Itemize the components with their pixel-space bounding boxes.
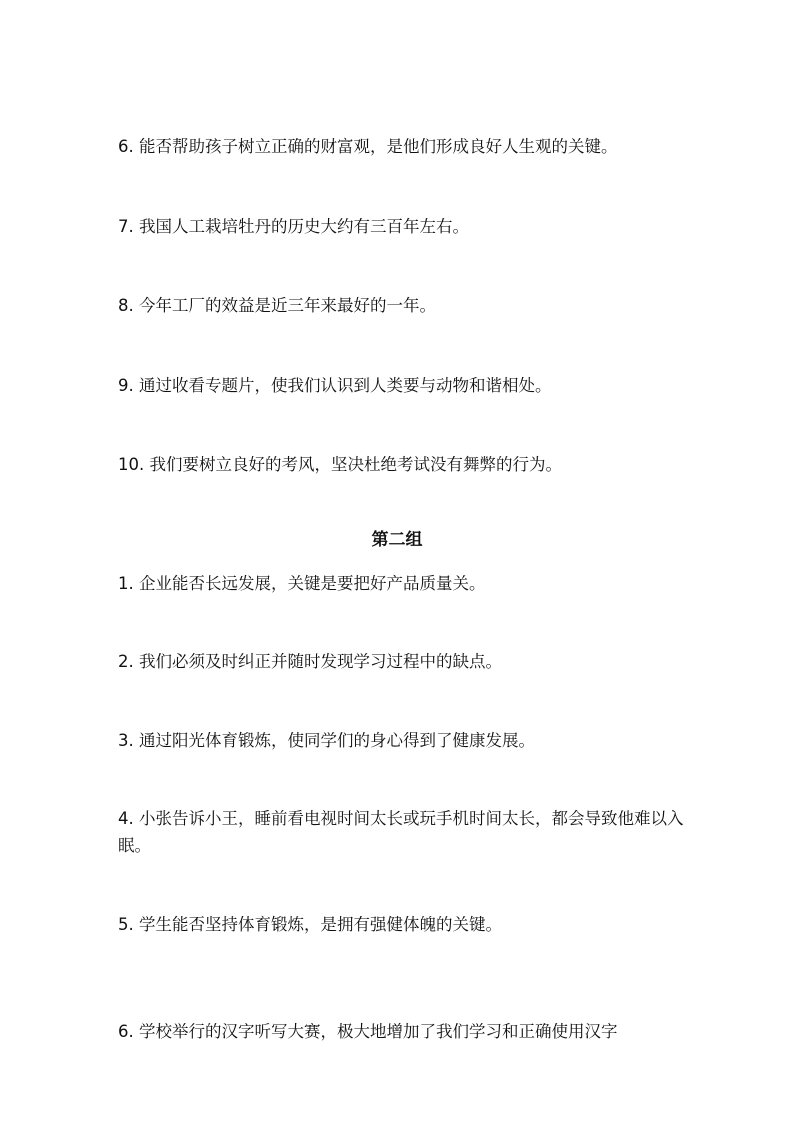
sentence-item: 4. 小张告诉小王，睡前看电视时间太长或玩手机时间太长，都会导致他难以入眠。 bbox=[118, 809, 684, 855]
sentence-item: 7. 我国人工栽培牡丹的历史大约有三百年左右。 bbox=[118, 217, 469, 236]
sentence-item: 2. 我们必须及时纠正并随时发现学习过程中的缺点。 bbox=[118, 652, 502, 671]
sentence-item: 1. 企业能否长远发展，关键是要把好产品质量关。 bbox=[118, 574, 486, 593]
sentence-item: 9. 通过收看专题片，使我们认识到人类要与动物和谐相处。 bbox=[118, 376, 552, 395]
sentence-item: 10. 我们要树立良好的考风，坚决杜绝考试没有舞弊的行为。 bbox=[118, 455, 562, 474]
sentence-item: 6. 学校举行的汉字听写大赛，极大地增加了我们学习和正确使用汉字 bbox=[118, 1022, 618, 1041]
sentence-item: 8. 今年工厂的效益是近三年来最好的一年。 bbox=[118, 296, 436, 315]
sentence-item: 5. 学生能否坚持体育锻炼，是拥有强健体魄的关键。 bbox=[118, 915, 502, 934]
sentence-item: 3. 通过阳光体育锻炼，使同学们的身心得到了健康发展。 bbox=[118, 731, 535, 750]
section-heading: 第二组 bbox=[371, 530, 423, 550]
sentence-item: 6. 能否帮助孩子树立正确的财富观，是他们形成良好人生观的关键。 bbox=[118, 137, 618, 156]
